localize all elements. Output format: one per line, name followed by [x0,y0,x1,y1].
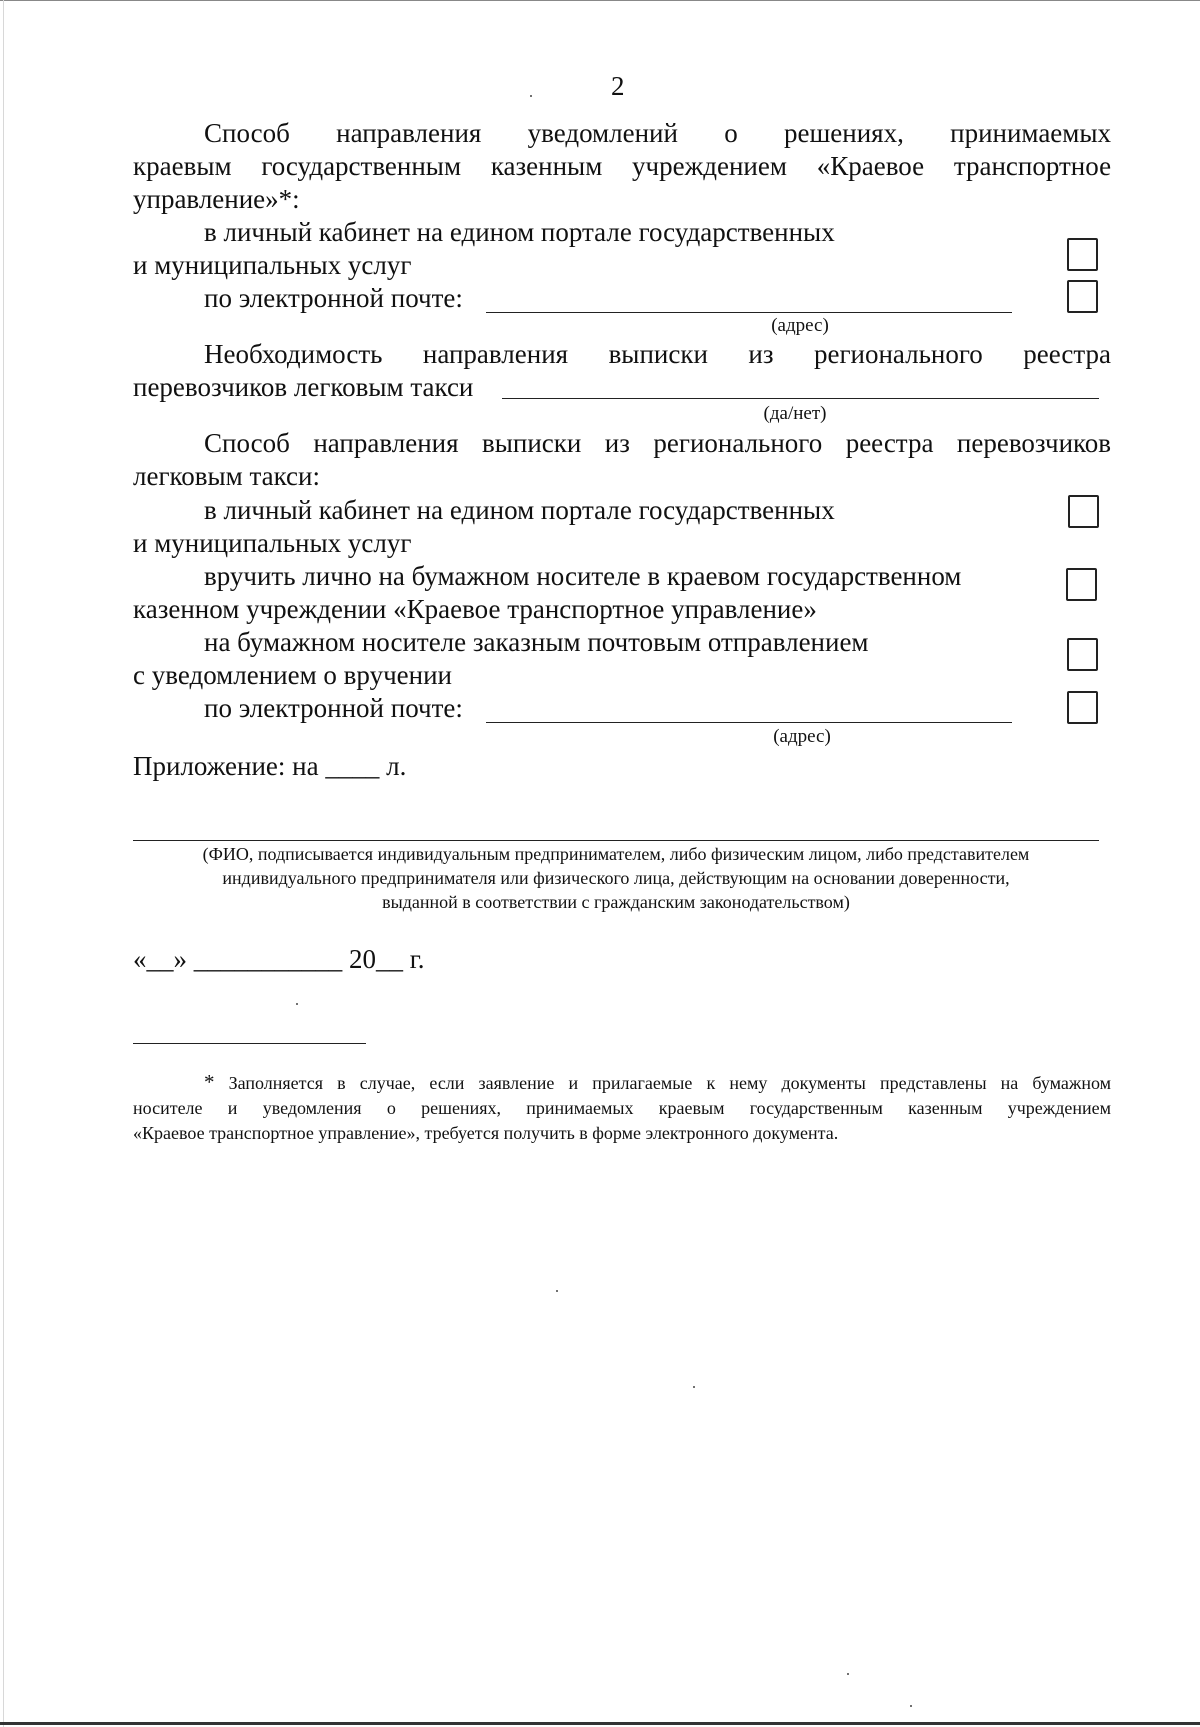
notify-option-email-label: по электронной почте: [204,283,463,313]
date-year-blank[interactable]: 20__ [349,944,403,974]
page-number: 2 [611,71,625,101]
extract-need-caption: (да/нет) [763,403,827,424]
signature-caption-line-3: выданной в соответствии с гражданским законодательством) [382,892,850,912]
extract-need-line-1: Необходимость направления выписки из регионального реестра [204,339,1112,369]
attachment-suffix: л. [386,751,407,781]
scan-speck [556,1290,558,1292]
footnote-line-2: носителе и уведомления о решениях, принимаемых краевым государственным казенным учреждением [133,1098,1111,1118]
extract-method-line-1: Способ направления выписки из регионального реестра перевозчиков [204,428,1112,458]
scan-speck [296,1003,298,1005]
notify-portal-checkbox[interactable] [1067,238,1098,271]
extract-need-line-2: перевозчиков легковым такси [133,372,474,402]
footnote-line-3: «Краевое транспортное управление», требуется получить в форме электронного документа. [133,1123,839,1143]
footnote-marker: * [204,1070,215,1094]
extract-option-portal-label: в личный кабинет на едином портале государственных [204,495,835,525]
notify-heading-line-2: краевым государственным казенным учреждением «Краевое транспортное [133,151,1112,181]
scan-speck [910,1705,912,1707]
extract-option-email-label: по электронной почте: [204,693,463,723]
extract-portal-checkbox[interactable] [1068,495,1099,528]
extract-option-paper-label-cont: казенном учреждении «Краевое транспортное управление» [133,594,817,624]
extract-email-checkbox[interactable] [1067,691,1098,724]
signature-line[interactable] [133,840,1099,841]
attachment-prefix: Приложение: на [133,751,319,781]
scan-speck [530,95,532,97]
page-edge-left [3,0,4,1727]
scan-speck [847,1673,849,1675]
notify-heading-line-3: управление»*: [133,184,300,214]
signature-caption-line-1: (ФИО, подписывается индивидуальным предпринимателем, либо физическим лицом, либо представителем [202,844,1030,864]
notify-email-checkbox[interactable] [1067,280,1098,313]
date-month-blank[interactable]: ___________ [193,944,343,974]
notify-email-caption: (адрес) [771,315,829,336]
signature-caption-line-2: индивидуального предпринимателя или физического лица, действующим на основании доверенности, [222,868,1010,888]
date-year-suffix: г. [409,944,425,974]
notify-email-underline[interactable] [486,312,1012,313]
extract-email-caption: (адрес) [773,726,831,747]
attachment-line [133,750,406,782]
date-day-blank[interactable]: «__» [133,944,187,974]
extract-option-mail-label-cont: с уведомлением о вручении [133,660,452,690]
attachment-pages-blank[interactable]: ____ [325,751,380,781]
scan-speck [693,1386,695,1388]
footnote [133,1070,1111,1146]
notify-option-portal-label-cont: и муниципальных услуг [133,250,412,280]
notify-option-portal-label: в личный кабинет на едином портале государственных [204,217,835,247]
extract-email-underline[interactable] [486,722,1012,723]
footnote-line-1: * Заполняется в случае, если заявление и прилагаемые к нему документы представлены на бумажном [204,1070,1111,1094]
page-edge-bottom [0,1722,1200,1725]
extract-need-answer-underline[interactable] [502,398,1099,399]
date-line [133,943,425,975]
extract-option-mail-label: на бумажном носителе заказным почтовым отправлением [204,627,869,657]
extract-option-paper-label: вручить лично на бумажном носителе в краевом государственном [204,561,962,591]
extract-option-portal-label-cont: и муниципальных услуг [133,528,412,558]
extract-mail-checkbox[interactable] [1067,638,1098,671]
extract-method-line-2: легковым такси: [133,461,320,491]
footnote-separator [133,1043,366,1044]
page-edge-top [0,0,1200,1]
notify-heading-line-1: Способ направления уведомлений о решениях, принимаемых [204,118,1112,148]
extract-paper-checkbox[interactable] [1066,568,1097,601]
